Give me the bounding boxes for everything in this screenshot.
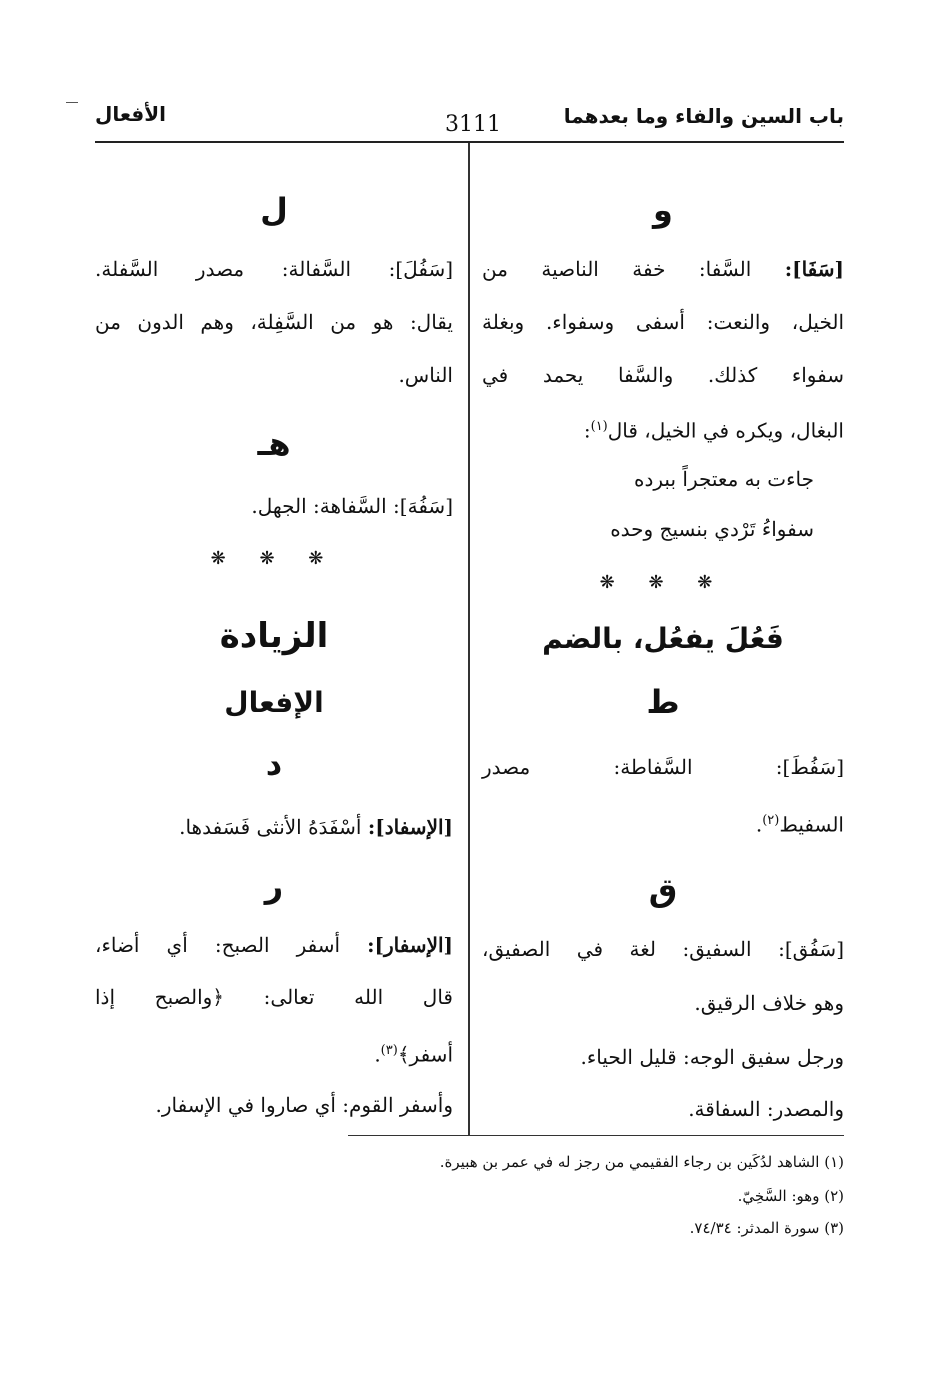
verse-line-1: جاءت به معتجراً ببرده — [634, 467, 814, 491]
letter-heading-ta: ط — [646, 683, 680, 721]
entry-safa-line-3: سفواء كذلك. والسَّفا يحمد في — [482, 363, 844, 387]
letter-heading-ha: هـ — [257, 425, 291, 463]
letter-heading-dal: د — [265, 745, 283, 783]
section-heading-ziyada: الزيادة — [219, 616, 329, 656]
footnote-ref-1: (١) — [590, 419, 608, 434]
entry-text: البغال، ويكره في الخيل، قال — [607, 418, 844, 443]
running-header-left: الأفعال — [95, 102, 166, 126]
entry-key-safa: [سَفَا]: — [784, 257, 844, 281]
entry-text: أسفر﴾ — [397, 1042, 453, 1067]
letter-heading-lam: ل — [260, 191, 288, 229]
entry-text: : — [583, 418, 591, 443]
entry-safut-line-2 — [482, 808, 844, 838]
footnote-ref-2: (٢) — [762, 813, 780, 828]
verse-line-2: سفواءُ تَرْدي بنسيج وحده — [610, 517, 814, 541]
column-divider — [468, 143, 470, 1135]
header-mark — [66, 102, 78, 103]
entry-text: أسْفَدَهُ الأنثى فَسَفدها. — [179, 815, 368, 839]
footnote-1: (١) الشاهد لدُكَين بن رجاء الفقيمي من رجز له في عمر بن هبيرة. — [439, 1153, 844, 1171]
entry-safuq-line-2: وهو خلاف الرقيق. — [694, 991, 844, 1015]
chapter-heading: فَعُلَ يفعُل، بالضم — [542, 622, 784, 655]
entry-safuq-line-3: ورجل سفيق الوجه: قليل الحياء. — [580, 1045, 844, 1069]
entry-text: . — [374, 1042, 381, 1067]
entry-safula-line-1: [سَفُلَ]: السَّفالة: مصدر السَّفلة. — [95, 257, 453, 281]
letter-heading-qaf: ق — [648, 871, 678, 909]
footnote-rule — [348, 1135, 844, 1136]
entry-safa-line-2: الخيل، والنعت: أسفى وسفواء. وبغلة — [482, 310, 844, 334]
entry-isfar-line-4: وأسفر القوم: أي صاروا في الإسفار. — [155, 1093, 453, 1117]
letter-heading-ra: ر — [264, 867, 284, 905]
letter-heading-waw: و — [653, 191, 673, 229]
entry-safuq-line-1: [سَفُق]: السفيق: لغة في الصفيق، — [482, 937, 844, 961]
subsection-heading-ifal: الإفعال — [224, 686, 324, 719]
footnote-3: (٣) سورة المدثر: ٧٤/٣٤. — [689, 1219, 844, 1237]
footnote-ref-3: (٣) — [380, 1043, 398, 1058]
entry-isfar-line-3 — [95, 1038, 453, 1068]
entry-text: السَّفا: خفة الناصية من — [482, 257, 785, 281]
running-header-right: باب السين والفاء وما بعدهما — [563, 104, 844, 128]
entry-safula-line-3: الناس. — [398, 363, 453, 387]
entry-isfar-line-2: قال الله تعالى: ﴿والصبح إذا — [95, 985, 453, 1009]
entry-key-isfad: [الإسفاد]: — [367, 815, 453, 839]
entry-text: . — [755, 812, 763, 837]
section-separator-stars: ❋ ❋ ❋ — [599, 572, 727, 593]
section-separator-stars: ❋ ❋ ❋ — [210, 548, 338, 569]
entry-text: السفيط — [779, 812, 844, 837]
entry-safut-line-1: [سَفُطَ]: السَّفاطة: مصدر — [482, 755, 844, 779]
entry-safa-line-1 — [482, 256, 844, 282]
entry-safula-line-2: يقال: هو من السَّفِلة، وهم الدون من — [95, 310, 453, 334]
entry-isfad — [95, 814, 453, 840]
entry-isfar-line-1 — [95, 932, 453, 958]
footnote-2: (٢) وهو: السَّخِيّ. — [737, 1187, 844, 1205]
entry-text: أسفر الصبح: أي أضاء، — [95, 933, 368, 957]
entry-key-isfar: [الإسفار]: — [367, 933, 453, 957]
entry-safa-line-4 — [482, 414, 844, 444]
entry-safuha: [سَفُهَ]: السَّفاهة: الجهل. — [251, 494, 453, 518]
entry-safuq-line-4: والمصدر: السفاقة. — [688, 1097, 844, 1121]
page-number: 3111 — [445, 112, 501, 137]
